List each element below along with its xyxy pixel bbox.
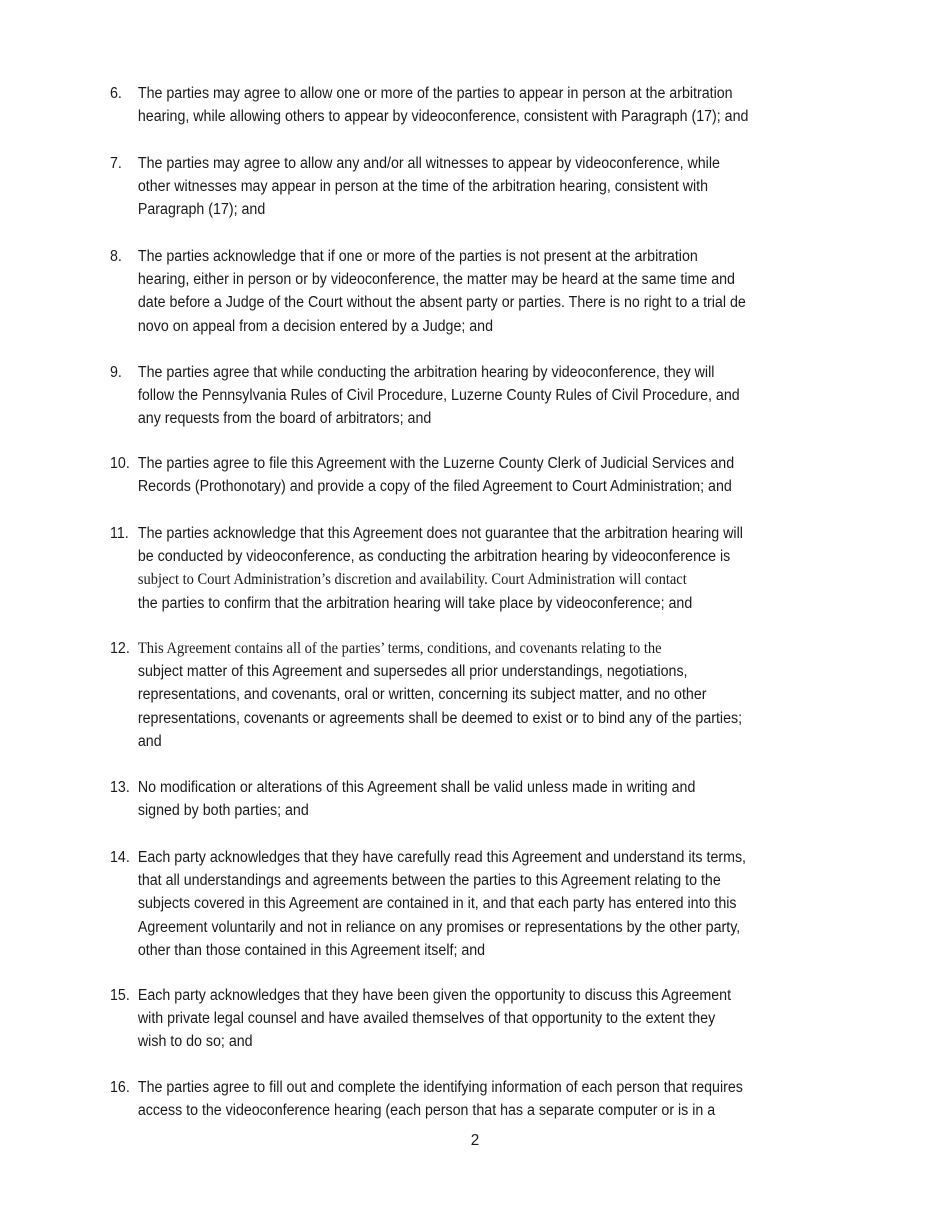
text-line: novo on appeal from a decision entered by a Judge; and	[137, 317, 494, 335]
text-line: Agreement voluntarily and not in reliance on any promises or representations by the other party,	[137, 918, 741, 936]
text-line: and	[137, 732, 162, 750]
paragraph-number: 7.	[110, 155, 122, 172]
paragraph-text	[138, 637, 863, 753]
text-line: representations, and covenants, oral or written, concerning its subject matter, and no other	[137, 686, 707, 704]
text-line: The parties may agree to allow any and/or all witnesses to appear by videoconference, while	[137, 155, 720, 172]
paragraph-text	[138, 776, 863, 822]
paragraph-number: 14.	[110, 849, 130, 866]
paragraph-number: 15.	[110, 987, 130, 1004]
paragraph-number: 8.	[110, 248, 122, 265]
text-line: any requests from the board of arbitrators; and	[137, 410, 432, 428]
text-line: other than those contained in this Agreement itself; and	[137, 941, 486, 959]
text-line: subject matter of this Agreement and supersedes all prior understandings, negotiations,	[137, 663, 688, 681]
paragraph-number: 16.	[110, 1079, 130, 1096]
text-line: subjects covered in this Agreement are contained in it, and that each party has entered into this	[137, 895, 737, 913]
text-line: The parties acknowledge that this Agreement does not guarantee that the arbitration hearing will	[137, 525, 743, 542]
paragraph-number: 6.	[110, 85, 122, 102]
paragraph-number: 12.	[110, 640, 130, 657]
text-line: signed by both parties; and	[137, 802, 309, 820]
paragraph-number: 13.	[110, 779, 130, 796]
text-line: This Agreement contains all of the parties’ terms, conditions, and covenants relating to the	[137, 640, 662, 657]
paragraph-text	[138, 522, 863, 615]
paragraph-number: 10.	[110, 455, 130, 472]
paragraph-text	[138, 245, 863, 338]
paragraph-text	[138, 361, 863, 431]
paragraph-text	[138, 82, 863, 128]
text-line: be conducted by videoconference, as conducting the arbitration hearing by videoconference is	[137, 548, 731, 566]
text-line: with private legal counsel and have availed themselves of that opportunity to the extent they	[137, 1010, 716, 1028]
text-line: representations, covenants or agreements shall be deemed to exist or to bind any of the parties;	[137, 709, 743, 727]
paragraph-text	[138, 452, 863, 498]
text-line: Paragraph (17); and	[137, 201, 266, 219]
text-line: Each party acknowledges that they have been given the opportunity to discuss this Agreement	[137, 987, 732, 1004]
text-line: No modification or alterations of this Agreement shall be valid unless made in writing and	[137, 779, 696, 796]
paragraph-text	[138, 984, 863, 1054]
text-line: The parties agree to fill out and complete the identifying information of each person that requires	[137, 1079, 743, 1096]
text-line: The parties agree that while conducting the arbitration hearing by videoconference, they will	[137, 364, 715, 381]
text-line: The parties may agree to allow one or more of the parties to appear in person at the arbitration	[137, 85, 733, 102]
text-line: other witnesses may appear in person at the time of the arbitration hearing, consistent with	[137, 178, 709, 196]
paragraph-number: 11.	[110, 525, 129, 542]
text-line: hearing, either in person or by videoconference, the matter may be heard at the same time and	[137, 271, 735, 289]
paragraph-text	[138, 846, 863, 962]
text-line: the parties to confirm that the arbitration hearing will take place by videoconference; and	[137, 594, 693, 612]
text-line: hearing, while allowing others to appear by videoconference, consistent with Paragraph (17); and	[137, 108, 749, 126]
text-line: follow the Pennsylvania Rules of Civil Procedure, Luzerne County Rules of Civil Procedure, and	[137, 387, 740, 405]
paragraph-text	[138, 152, 863, 222]
text-line: wish to do so; and	[137, 1033, 253, 1051]
text-line: subject to Court Administration’s discretion and availability. Court Administration will contact	[137, 571, 687, 589]
text-line: Records (Prothonotary) and provide a copy of the filed Agreement to Court Administration; and	[137, 478, 732, 496]
page-number: 2	[470, 1132, 480, 1149]
text-line: The parties acknowledge that if one or more of the parties is not present at the arbitration	[137, 248, 698, 265]
text-line: access to the videoconference hearing (each person that has a separate computer or is in a	[137, 1102, 716, 1120]
paragraph-number: 9.	[110, 364, 122, 381]
text-line: date before a Judge of the Court without the absent party or parties. There is no right to a trial de	[137, 294, 746, 312]
text-line: Each party acknowledges that they have carefully read this Agreement and understand its terms,	[137, 849, 747, 866]
text-line: that all understandings and agreements between the parties to this Agreement relating to the	[137, 872, 721, 890]
paragraph-text	[138, 1076, 863, 1122]
text-line: The parties agree to file this Agreement with the Luzerne County Clerk of Judicial Services and	[137, 455, 735, 472]
